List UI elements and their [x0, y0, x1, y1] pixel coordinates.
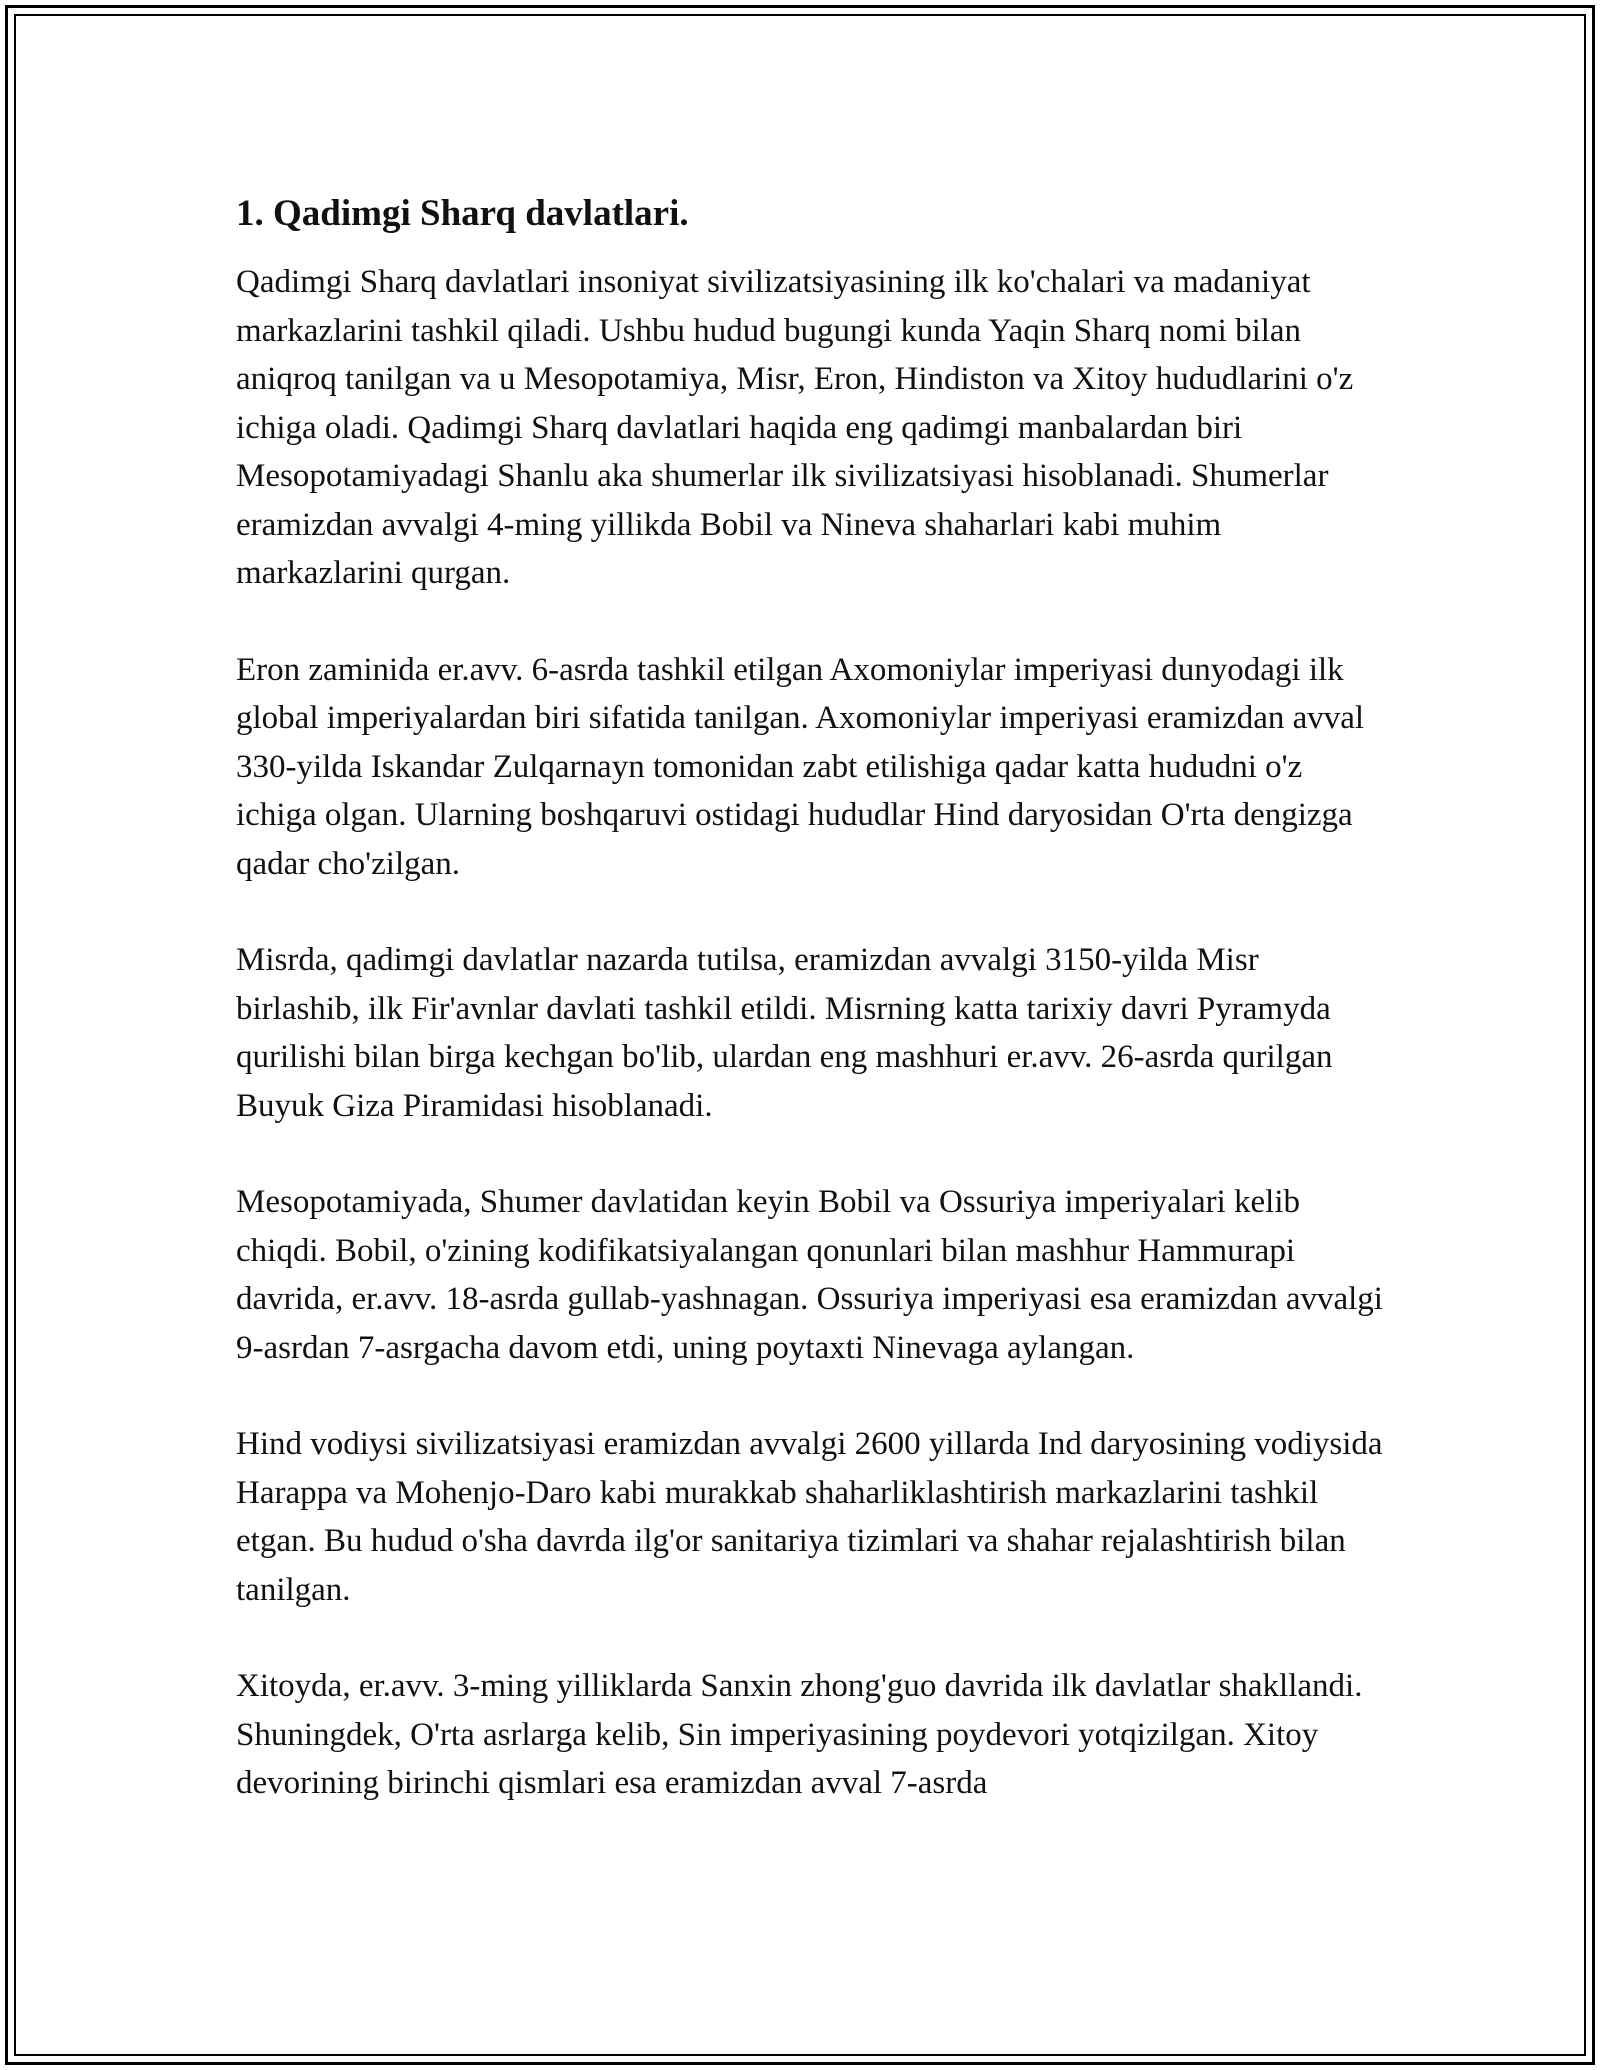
paragraph-egypt: Misrda, qadimgi davlatlar nazarda tutilsa, eramizdan avvalgi 3150-yilda Misr birlashib, ilk Fir'avnlar davlati tashkil etildi. Misrning katta tarixiy davri Pyramyda qurilishi bilan birga kechgan bo'lib, ulardan eng mashhuri er.avv. 26-asrda qurilgan Buyuk Giza Piramidasi hisoblanadi. — [236, 942, 1333, 1124]
paragraph-achaemenid: Eron zaminida er.avv. 6-asrda tashkil etilgan Axomoniylar imperiyasi dunyodagi ilk global imperiyalardan biri sifatida tanilgan. Axomoniylar imperiyasi eramizdan avval 330-yilda Iskandar Zulqarnayn tomonidan zabt etilishiga qadar katta hududni o'z ichiga olgan. Ularning boshqaruvi ostidagi hududlar Hind daryosidan O'rta dengizga qadar cho'zilgan. — [236, 651, 1365, 882]
paragraph-mesopotamia-intro: Qadimgi Sharq davlatlari insoniyat sivilizatsiyasining ilk ko'chalari va madaniyat markazlarini tashkil qiladi. Ushbu hudud bugungi kunda Yaqin Sharq nomi bilan aniqroq tanilgan va u Mesopotamiya, Misr, Eron, Hindiston va Xitoy hududlarini o'z ichiga oladi. Qadimgi Sharq davlatlari haqida eng qadimgi manbalardan biri Mesopotamiyadagi Shanlu aka shumerlar ilk sivilizatsiyasi hisoblanadi. Shumerlar eramizdan avvalgi 4-ming yillikda Bobil va Nineva shaharlari kabi muhim markazlarini qurgan. — [236, 264, 1354, 591]
paragraph-babylon-assyria: Mesopotamiyada, Shumer davlatidan keyin Bobil va Ossuriya imperiyalari kelib chiqdi. Bobil, o'zining kodifikatsiyalangan qonunlari bilan mashhur Hammurapi davrida, er.avv. 18-asrda gullab-yashnagan. Ossuriya imperiyasi esa eramizdan avvalgi 9-asrdan 7-asrgacha davom etdi, uning poytaxti Ninevaga aylangan. — [236, 1184, 1383, 1366]
document-body — [236, 186, 1386, 1856]
section-title: 1. Qadimgi Sharq davlatlari. — [236, 193, 689, 234]
paragraph-indus-valley: Hind vodiysi sivilizatsiyasi eramizdan avvalgi 2600 yillarda Ind daryosining vodiysida Harappa va Mohenjo-Daro kabi murakkab shaharliklashtirish markazlarini tashkil etgan. Bu hudud o'sha davrda ilg'or sanitariya tizimlari va shahar rejalashtirish bilan tanilgan. — [236, 1426, 1383, 1608]
paragraph-china: Xitoyda, er.avv. 3-ming yilliklarda Sanxin zhong'guo davrida ilk davlatlar shakllandi. Shuningdek, O'rta asrlarga kelib, Sin imperiyasining poydevori yotqizilgan. Xitoy devorining birinchi qismlari esa eramizdan avval 7-asrda — [236, 1668, 1363, 1801]
